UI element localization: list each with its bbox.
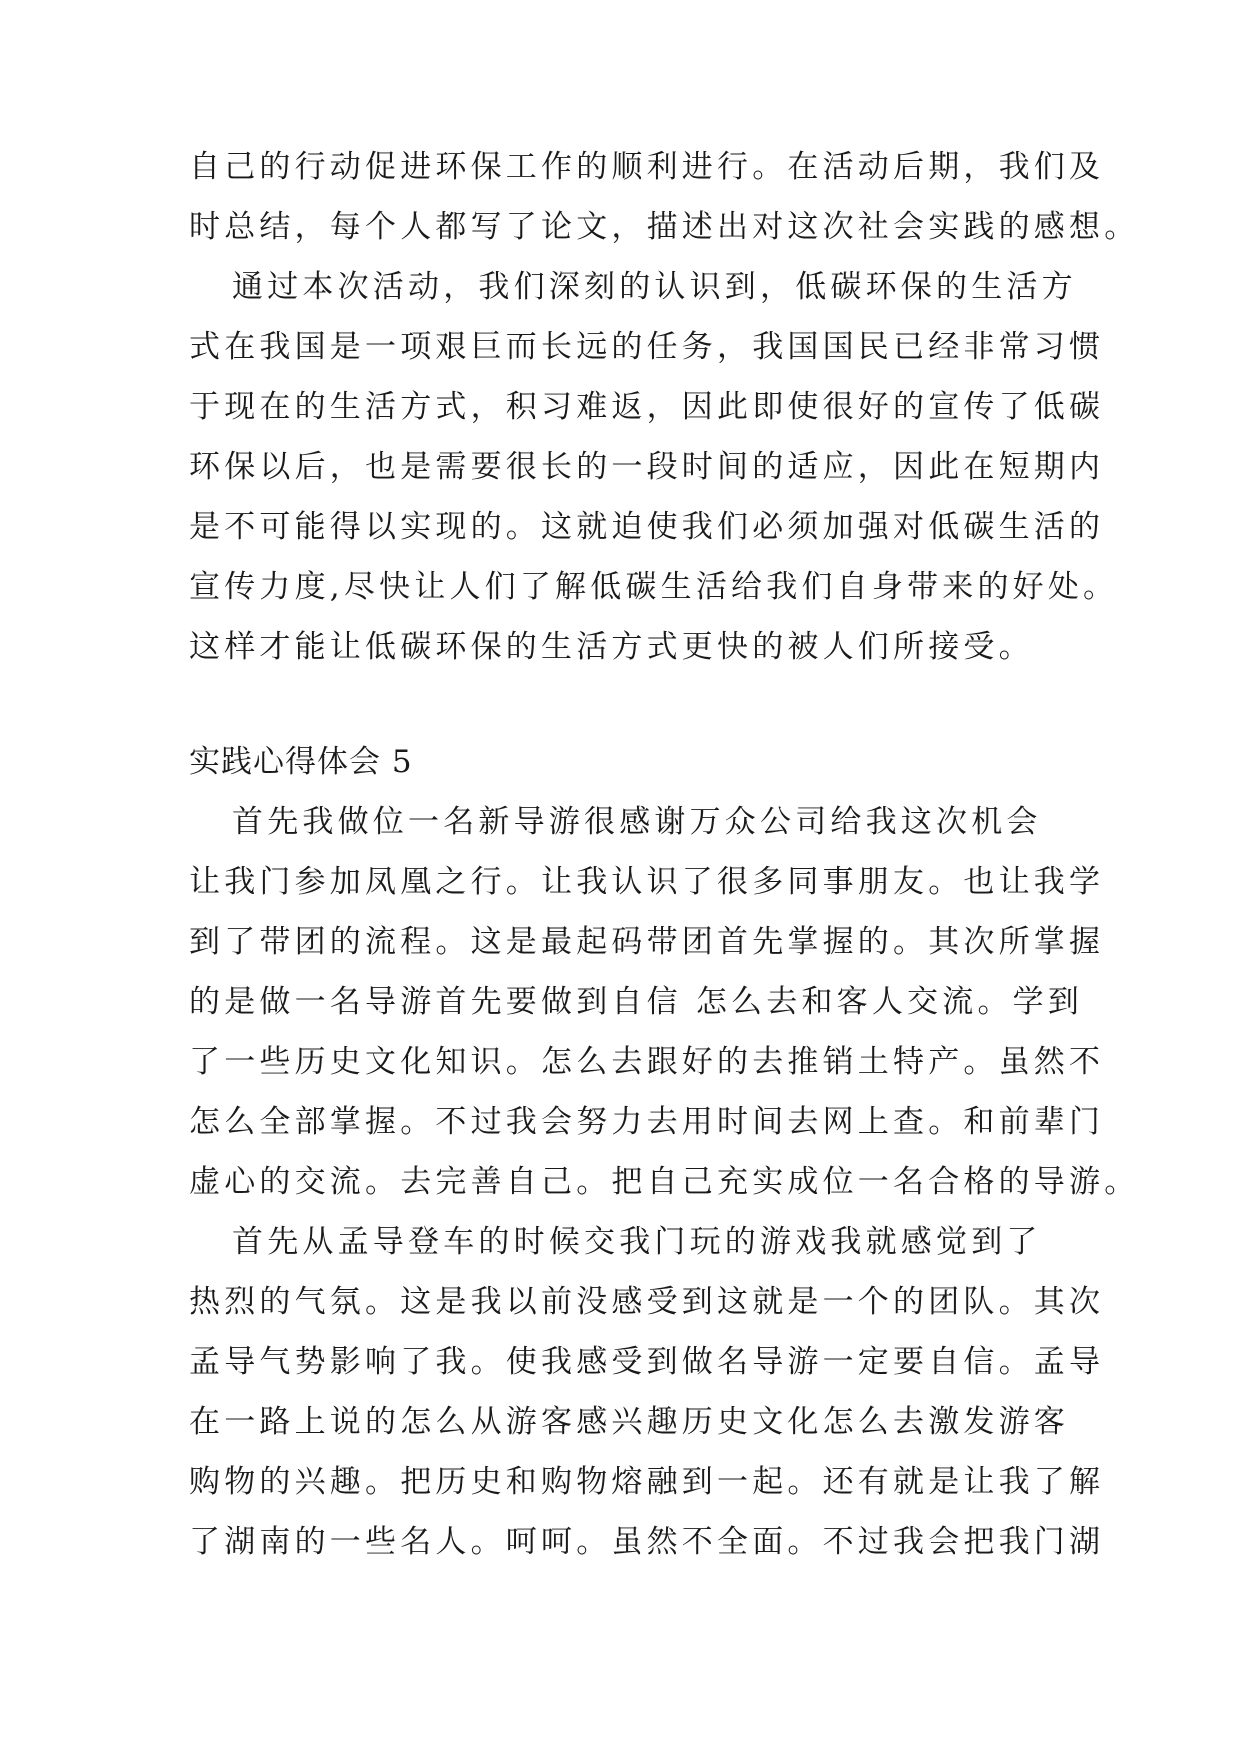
paragraph-4-line-6: 了湖南的一些名人。呵呵。虽然不全面。不过我会把我门湖 — [189, 1524, 1105, 1560]
paragraph-3-line-3: 到了带团的流程。这是最起码带团首先掌握的。其次所掌握 — [189, 924, 1105, 960]
paragraph-4-line-4: 在一路上说的怎么从游客感兴趣历史文化怎么去激发游客 — [189, 1404, 1069, 1440]
paragraph-1-line-1: 自己的行动促进环保工作的顺利进行。在活动后期，我们及 — [189, 149, 1105, 185]
paragraph-3-line-6: 怎么全部掌握。不过我会努力去用时间去网上查。和前辈门 — [189, 1104, 1105, 1140]
paragraph-3-line-5: 了一些历史文化知识。怎么去跟好的去推销土特产。虽然不 — [189, 1044, 1105, 1080]
paragraph-2-line-6: 宣传力度,尽快让人们了解低碳生活给我们自身带来的好处。 — [189, 569, 1119, 605]
paragraph-3-line-4: 的是做一名导游首先要做到自信 怎么去和客人交流。学到 — [189, 984, 1084, 1020]
paragraph-4-line-1: 首先从孟导登车的时候交我门玩的游戏我就感觉到了 — [232, 1224, 1042, 1260]
paragraph-3-line-2: 让我门参加凤凰之行。让我认识了很多同事朋友。也让我学 — [189, 864, 1105, 900]
paragraph-4-line-3: 孟导气势影响了我。使我感受到做名导游一定要自信。孟导 — [189, 1344, 1105, 1380]
paragraph-2-line-4: 环保以后，也是需要很长的一段时间的适应，因此在短期内 — [189, 449, 1105, 485]
paragraph-3-line-1: 首先我做位一名新导游很感谢万众公司给我这次机会 — [232, 804, 1042, 840]
section-heading: 实践心得体会 5 — [189, 744, 413, 780]
paragraph-4-line-5: 购物的兴趣。把历史和购物熔融到一起。还有就是让我了解 — [189, 1464, 1105, 1500]
paragraph-2-line-7: 这样才能让低碳环保的生活方式更快的被人们所接受。 — [189, 629, 1034, 665]
paragraph-3-line-7: 虚心的交流。去完善自己。把自己充实成位一名合格的导游。 — [189, 1164, 1140, 1200]
paragraph-2-line-2: 式在我国是一项艰巨而长远的任务，我国国民已经非常习惯 — [189, 329, 1105, 365]
paragraph-2-line-3: 于现在的生活方式，积习难返，因此即使很好的宣传了低碳 — [189, 389, 1105, 425]
paragraph-4-line-2: 热烈的气氛。这是我以前没感受到这就是一个的团队。其次 — [189, 1284, 1105, 1320]
paragraph-2-line-5: 是不可能得以实现的。这就迫使我们必须加强对低碳生活的 — [189, 509, 1105, 545]
paragraph-1-line-2: 时总结，每个人都写了论文，描述出对这次社会实践的感想。 — [189, 209, 1140, 245]
paragraph-2-line-1: 通过本次活动，我们深刻的认识到，低碳环保的生活方 — [232, 269, 1077, 305]
